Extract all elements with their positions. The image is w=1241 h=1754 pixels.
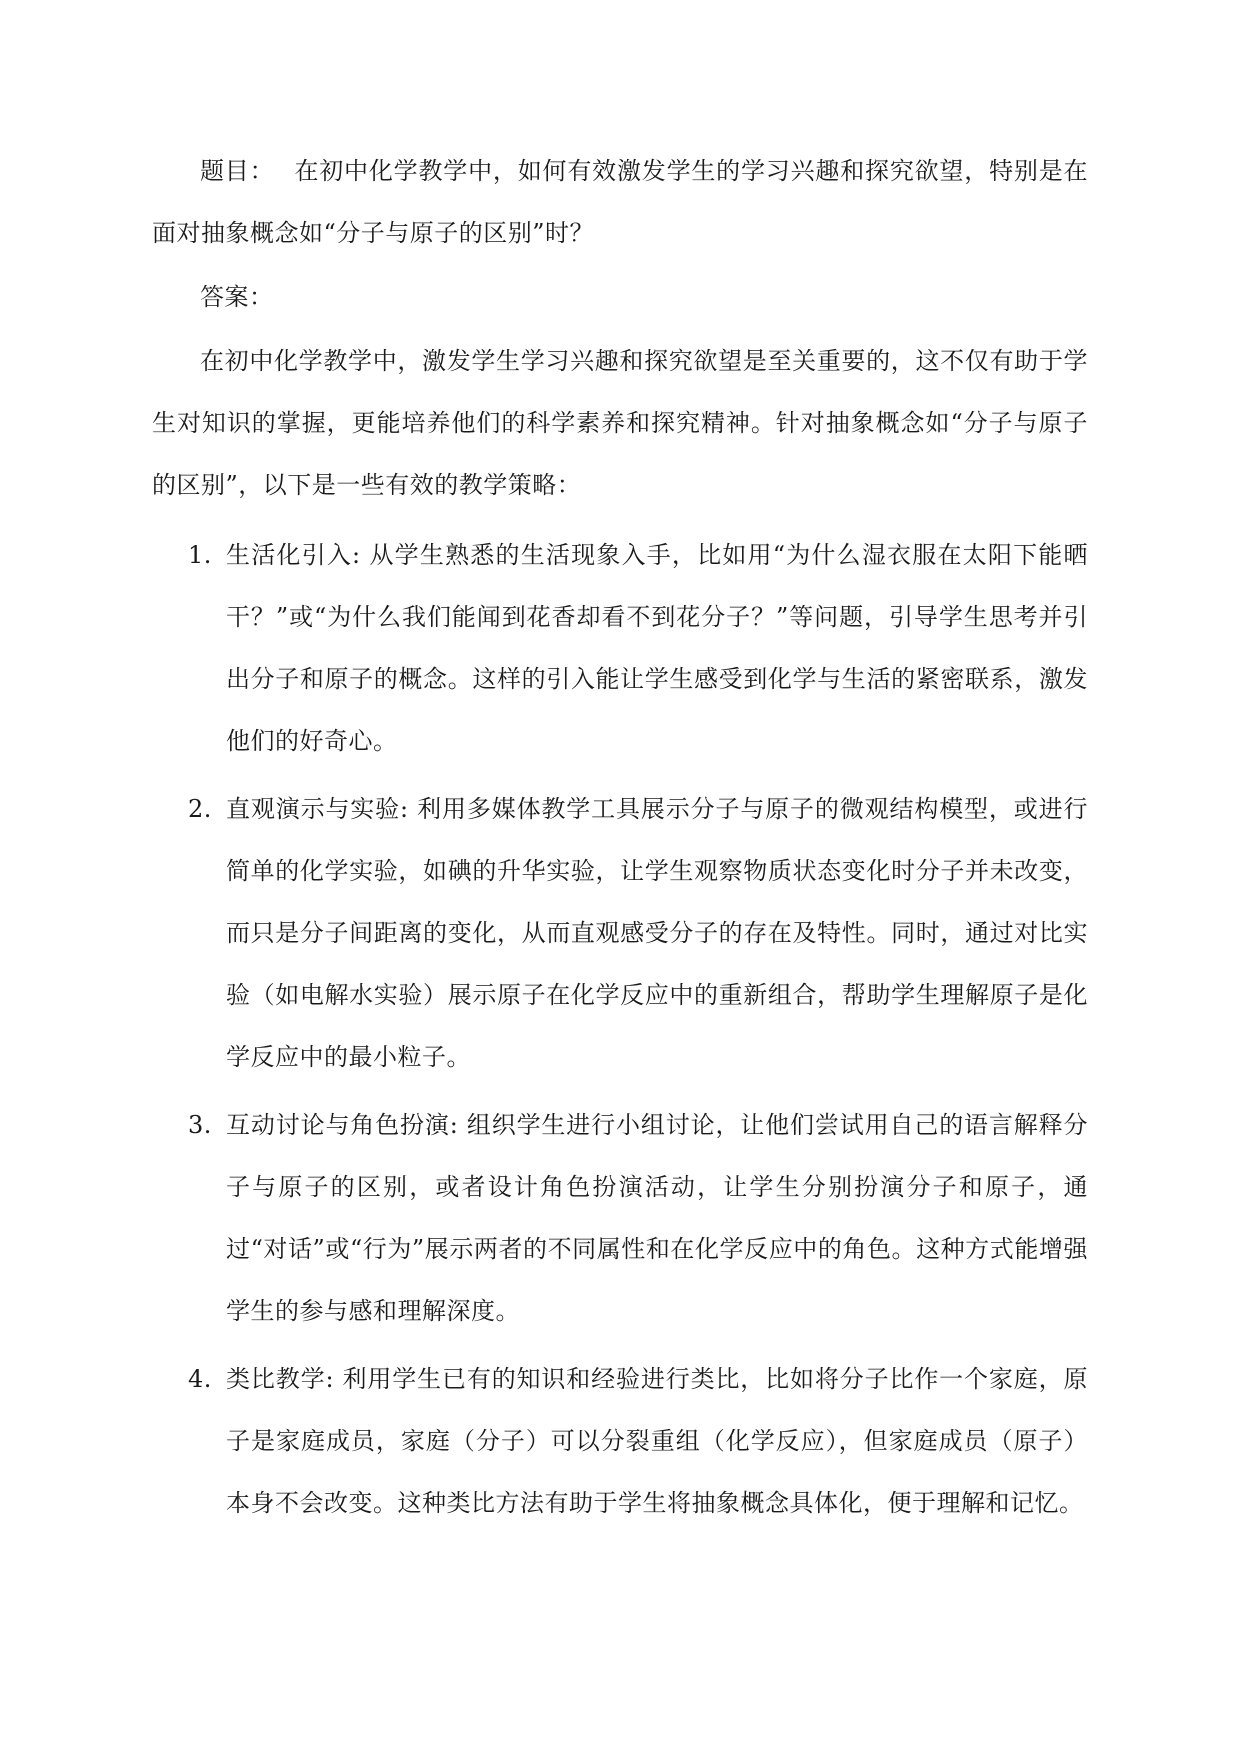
strategy-list (152, 524, 1088, 1534)
answer-label: 答案： (200, 283, 274, 311)
list-item-text: 从学生熟悉的生活现象入手，比如用“为什么湿衣服在太阳下能晒干？”或“为什么我们能闻到花香却看不到花分子？”等问题，引导学生思考并引出分子和原子的概念。这样的引入能让学生感受到化学与生活的紧密联系，激发他们的好奇心。 (226, 541, 1088, 755)
list-item-heading: 互动讨论与角色扮演: (226, 1111, 459, 1139)
list-item (152, 524, 1088, 772)
list-item-number: 1. (188, 541, 212, 569)
list-item-heading: 直观演示与实验: (226, 795, 409, 823)
list-item (152, 1094, 1088, 1342)
list-item-text: 利用学生已有的知识和经验进行类比，比如将分子比作一个家庭，原子是家庭成员，家庭（分子）可以分裂重组（化学反应），但家庭成员（原子）本身不会改变。这种类比方法有助于学生将抽象概念具体化，便于理解和记忆。 (226, 1365, 1088, 1517)
answer-intro: 在初中化学教学中，激发学生学习兴趣和探究欲望是至关重要的，这不仅有助于学生对知识的掌握，更能培养他们的科学素养和探究精神。针对抽象概念如“分子与原子的区别”，以下是一些有效的教学策略： (152, 347, 1088, 499)
list-item-text: 利用多媒体教学工具展示分子与原子的微观结构模型，或进行简单的化学实验，如碘的升华实验，让学生观察物质状态变化时分子并未改变，而只是分子间距离的变化，从而直观感受分子的存在及特性。同时，通过对比实验（如电解水实验）展示原子在化学反应中的重新组合，帮助学生理解原子是化学反应中的最小粒子。 (226, 795, 1089, 1071)
list-item (152, 778, 1088, 1088)
list-item-text: 组织学生进行小组讨论，让他们尝试用自己的语言解释分子与原子的区别，或者设计角色扮演活动，让学生分别扮演分子和原子，通过“对话”或“行为”展示两者的不同属性和在化学反应中的角色。这种方式能增强学生的参与感和理解深度。 (226, 1111, 1088, 1325)
question-label: 题目： (200, 157, 275, 185)
list-item-number: 2. (188, 795, 212, 823)
list-item (152, 1348, 1088, 1534)
document-body (152, 140, 1088, 1540)
list-item-number: 4. (188, 1365, 212, 1393)
question-text: 在初中化学教学中，如何有效激发学生的学习兴趣和探究欲望，特别是在面对抽象概念如“分子与原子的区别”时？ (152, 157, 1089, 247)
list-item-number: 3. (188, 1111, 212, 1139)
list-item-heading: 类比教学: (226, 1365, 335, 1393)
question-paragraph (152, 140, 1088, 264)
list-item-heading: 生活化引入: (226, 541, 361, 569)
